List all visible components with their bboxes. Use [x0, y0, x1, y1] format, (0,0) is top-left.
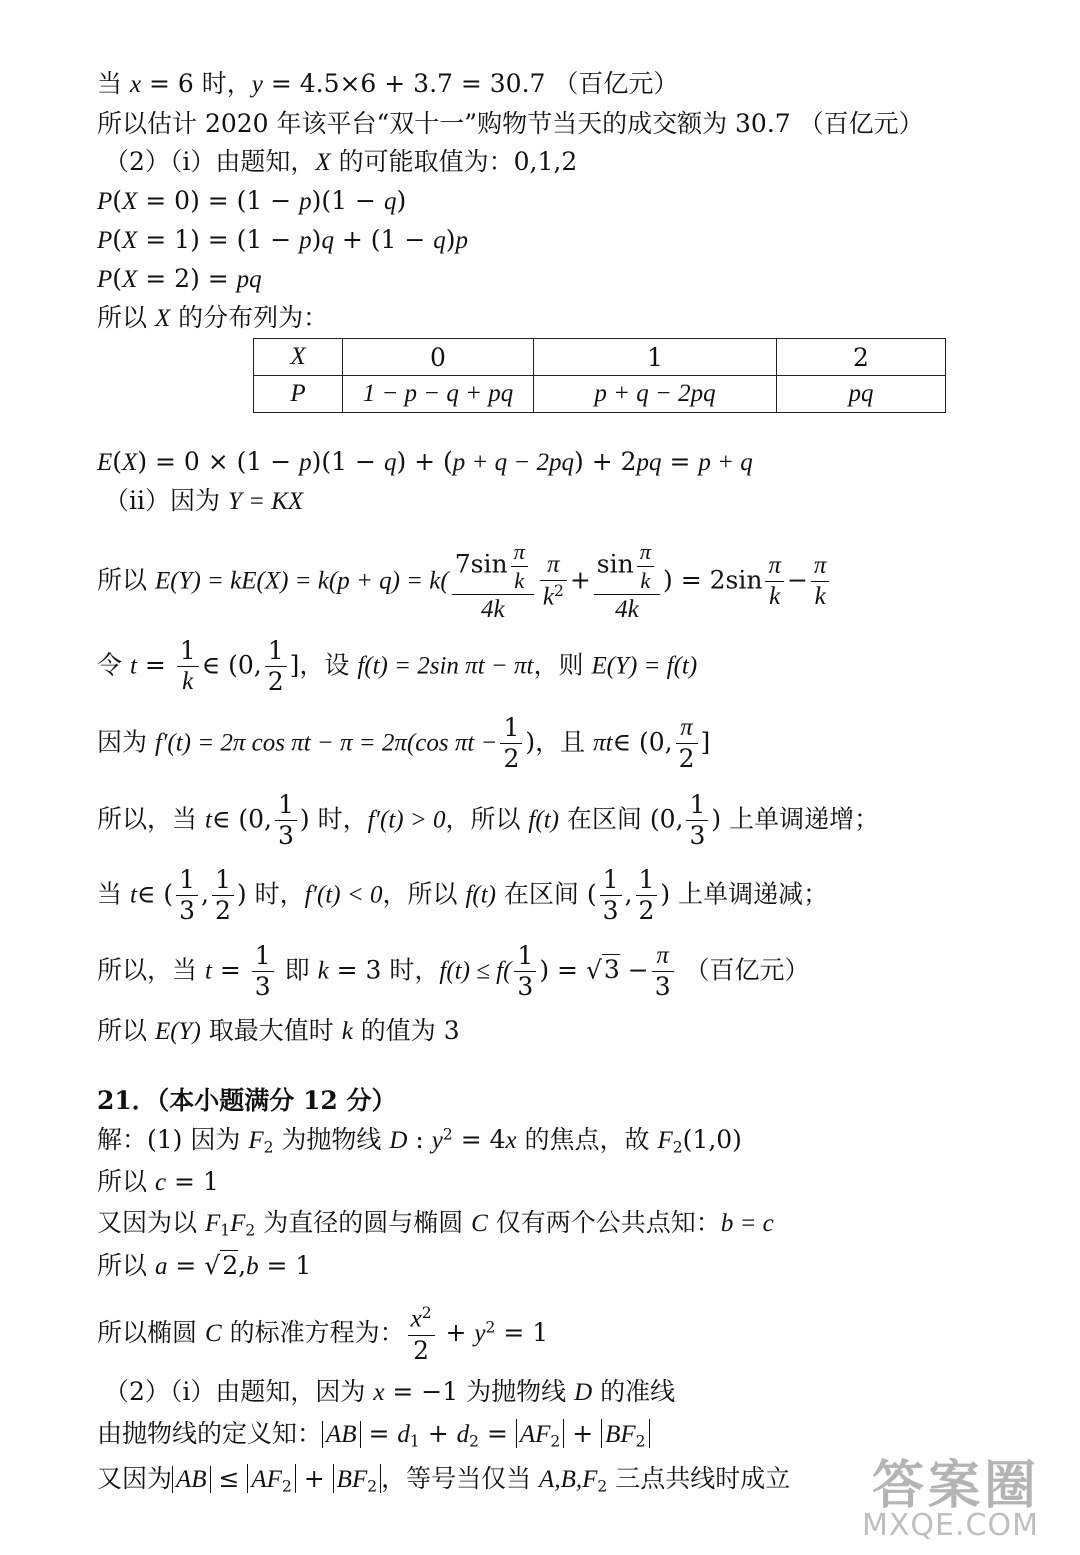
fraction: $\frac{\pi}{3}$	[652, 943, 674, 1001]
fraction: $\frac{\pi}{k}$	[811, 553, 830, 611]
fraction: $\frac{1}{3}$	[275, 792, 297, 850]
distribution-heading: 所以 X 的分布列为：	[97, 303, 329, 332]
prob-x-0: P(X = 0) = (1 − p)(1 − q)	[97, 186, 407, 215]
watermark-url: MXQE.COM	[862, 1508, 1039, 1543]
table-cell: p + q − 2pq	[534, 376, 777, 413]
fraction: $\frac{1}{2}$	[212, 867, 234, 925]
solution-line-2: 所以估计 2020 年该平台“双十一”购物节当天的成交额为 30.7 （百亿元）	[97, 109, 924, 138]
table-cell: 2	[777, 339, 946, 376]
table-row	[254, 376, 946, 413]
fraction: $\frac{x^2}{2}$	[408, 1305, 435, 1364]
q21-line-1: 解：(1) 因为 $F_2$ 为抛物线 D : $y^2 = 4x$ 的焦点，故 $F_2(1,0)$	[97, 1125, 742, 1157]
fraction: $\frac{1}{3}$	[600, 867, 622, 925]
table-row	[254, 339, 946, 376]
prob-x-2: P(X = 2) = pq	[97, 264, 262, 293]
fraction: $\frac{1}{3}$	[176, 867, 198, 925]
table-cell: pq	[777, 376, 946, 413]
derivative-line: 因为 f′(t) = 2π cos πt − π = 2π(cos πt − $\frac{1}{2}$ )，且 πt∈ (0, $\frac{\pi}{2}$ ]	[97, 713, 711, 774]
expectation-y: 所以 E(Y) = kE(X) = k(p + q) = k( 7sin $\frac{\pi}{k}$ 4k $\frac{\pi}{k^2}$ + sin $\frac{\pi}{k}$ 4k ) = 2sin $\frac{\pi}{k}$ − $\frac{\pi}{k}$	[97, 540, 832, 624]
fraction: $\frac{1}{3}$	[686, 792, 708, 850]
question-21-heading: 21．（本小题满分 12 分）	[97, 1086, 397, 1115]
maximum-value: 所以，当 t = $\frac{1}{3}$ 即 k = 3 时，f(t) ≤ f( $\frac{1}{3}$ ) = √3 − $\frac{\pi}{3}$ （百亿元）	[97, 941, 810, 1002]
part-2-i-intro: （2）（ⅰ）由题知，X 的可能取值为：0,1,2	[104, 147, 578, 176]
conclusion-line: 所以 E(Y) 取最大值时 k 的值为 3	[97, 1016, 460, 1045]
triangle-inequality: 又因为 AB ≤ $AF_2 + BF_2$ ，等号当仅当 $A,B,F_2$ 三点共线时成立	[97, 1464, 791, 1496]
fraction: $\frac{\pi}{k}$	[765, 553, 784, 611]
expectation-x: E(X) = 0 × (1 − p)(1 − q) + (p + q − 2pq) + 2pq = p + q	[97, 447, 753, 476]
fraction: $\frac{1}{2}$	[265, 638, 287, 696]
table-cell: 1 − p − q + pq	[343, 376, 534, 413]
watermark	[862, 1443, 1052, 1543]
fraction: sin $\frac{\pi}{k}$ 4k	[594, 540, 660, 624]
distribution-table	[253, 338, 946, 413]
fraction: $\frac{\pi}{2}$	[676, 715, 698, 773]
ellipse-equation: 所以椭圆 C 的标准方程为： $\frac{x^2}{2}$ + $y^2 = 1$	[97, 1304, 549, 1365]
decreasing-interval: 当 t∈ ( $\frac{1}{3}$ , $\frac{1}{2}$ ) 时，f′(t) < 0，所以 f(t) 在区间 ( $\frac{1}{3}$ , $\frac{1}{2}$ ) 上单调递减；	[97, 865, 829, 926]
table-cell: P	[254, 376, 343, 413]
q21-part-2-intro: （2）（ⅰ）由题知，因为 x = −1 为抛物线 D 的准线	[104, 1377, 676, 1406]
watermark-logo-text: 答案圈	[872, 1456, 1041, 1516]
substitution-t: 令 t = $\frac{1}{k}$ ∈ (0, $\frac{1}{2}$ ]，设 f(t) = 2sin πt − πt，则 E(Y) = f(t)	[97, 636, 698, 697]
parabola-definition: 由抛物线的定义知： AB = $d_1 + d_2 = AF_2 + BF_2$	[97, 1420, 650, 1451]
fraction: $\frac{1}{2}$	[500, 715, 522, 773]
table-cell: 0	[343, 339, 534, 376]
fraction: 7sin $\frac{\pi}{k}$ 4k	[452, 540, 534, 624]
table-cell: X	[254, 339, 343, 376]
q21-line-3: 又因为以 $F_1F_2$ 为直径的圆与椭圆 C 仅有两个公共点知：b = c	[97, 1208, 774, 1240]
fraction: $\frac{1}{k}$	[177, 638, 199, 696]
table-cell: 1	[534, 339, 777, 376]
q21-line-2: 所以 c = 1	[97, 1167, 219, 1196]
q21-line-4: 所以 a = √2,b = 1	[97, 1251, 312, 1280]
part-ii-intro: （ⅱ）因为 Y = KX	[104, 486, 304, 515]
fraction: $\frac{\pi}{k^2}$	[540, 552, 567, 611]
prob-x-1: P(X = 1) = (1 − p)q + (1 − q)p	[97, 225, 469, 254]
fraction: $\frac{1}{3}$	[514, 943, 536, 1001]
solution-line-1: 当 x = 6 时，y = 4.5×6 + 3.7 = 30.7 （百亿元）	[97, 69, 679, 98]
increasing-interval: 所以，当 t∈ (0, $\frac{1}{3}$ ) 时，f′(t) > 0，所以 f(t) 在区间 (0, $\frac{1}{3}$ ) 上单调递增；	[97, 790, 880, 851]
fraction: $\frac{1}{3}$	[252, 943, 274, 1001]
fraction: $\frac{1}{2}$	[636, 867, 658, 925]
